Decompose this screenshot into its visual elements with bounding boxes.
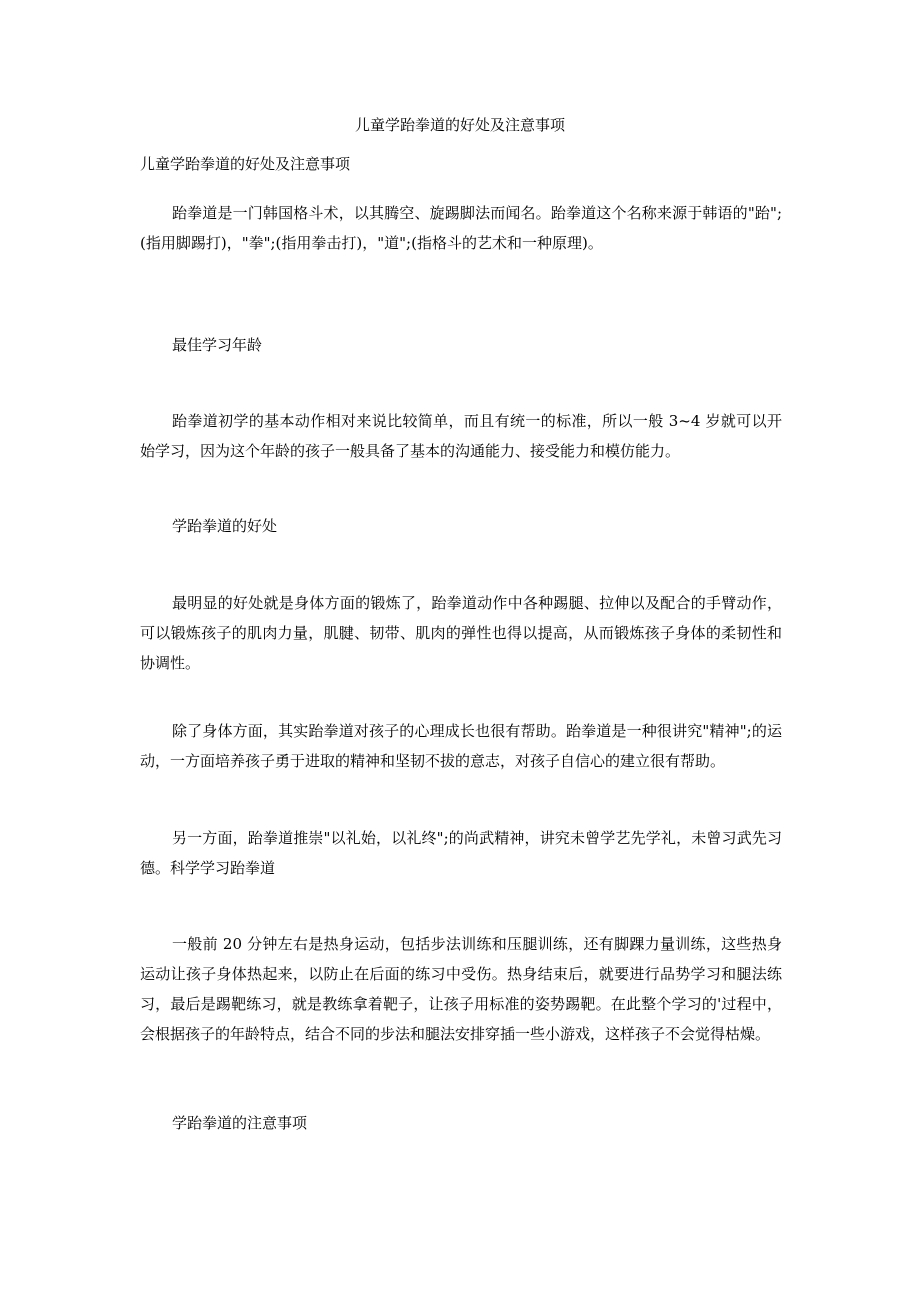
document-title: 儿童学跆拳道的好处及注意事项 [140,155,351,173]
benefits-paragraph-etiquette: 另一方面，跆拳道推崇"以礼始，以礼终";的尚武精神，讲究未曾学艺先学礼，未曾习武先习德。科学学习跆拳道 [140,829,782,877]
benefits-paragraph-mental: 除了身体方面，其实跆拳道对孩子的心理成长也很有帮助。跆拳道是一种很讲究"精神";的运动，一方面培养孩子勇于进取的精神和坚韧不拔的意志，对孩子自信心的建立很有帮助。 [140,722,782,770]
training-paragraph: 一般前 20 分钟左右是热身运动，包括步法训练和压腿训练，还有脚踝力量训练，这些热身运动让孩子身体热起来，以防止在后面的练习中受伤。热身结束后，就要进行品势学习和腿法练习，最后是踢靶练习，就是教练拿着靶子，让孩子用标准的姿势踢靶。在此整个学习的'过程中，会根据孩子的年龄特点，结合不同的步法和腿法安排穿插一些小游戏，这样孩子不会觉得枯燥。 [140,935,782,1043]
benefits-paragraph-physical: 最明显的好处就是身体方面的锻炼了，跆拳道动作中各种踢腿、拉伸以及配合的手臂动作，可以锻炼孩子的肌肉力量，肌腱、韧带、肌肉的弹性也得以提高，从而锻炼孩子身体的柔韧性和协调性。 [140,594,782,672]
page-header-title: 儿童学跆拳道的好处及注意事项 [354,116,565,134]
section-heading-age: 最佳学习年龄 [172,336,263,354]
intro-paragraph: 跆拳道是一门韩国格斗术，以其腾空、旋踢脚法而闻名。跆拳道这个名称来源于韩语的"跆";(指用脚踢打)，"拳";(指用拳击打)，"道";(指格斗的艺术和一种原理)。 [140,204,782,252]
section-heading-notes: 学跆拳道的注意事项 [172,1114,308,1132]
section-heading-benefits: 学跆拳道的好处 [172,517,278,535]
age-paragraph: 跆拳道初学的基本动作相对来说比较简单，而且有统一的标准，所以一般 3~4 岁就可以开始学习，因为这个年龄的孩子一般具备了基本的沟通能力、接受能力和模仿能力。 [140,412,782,460]
